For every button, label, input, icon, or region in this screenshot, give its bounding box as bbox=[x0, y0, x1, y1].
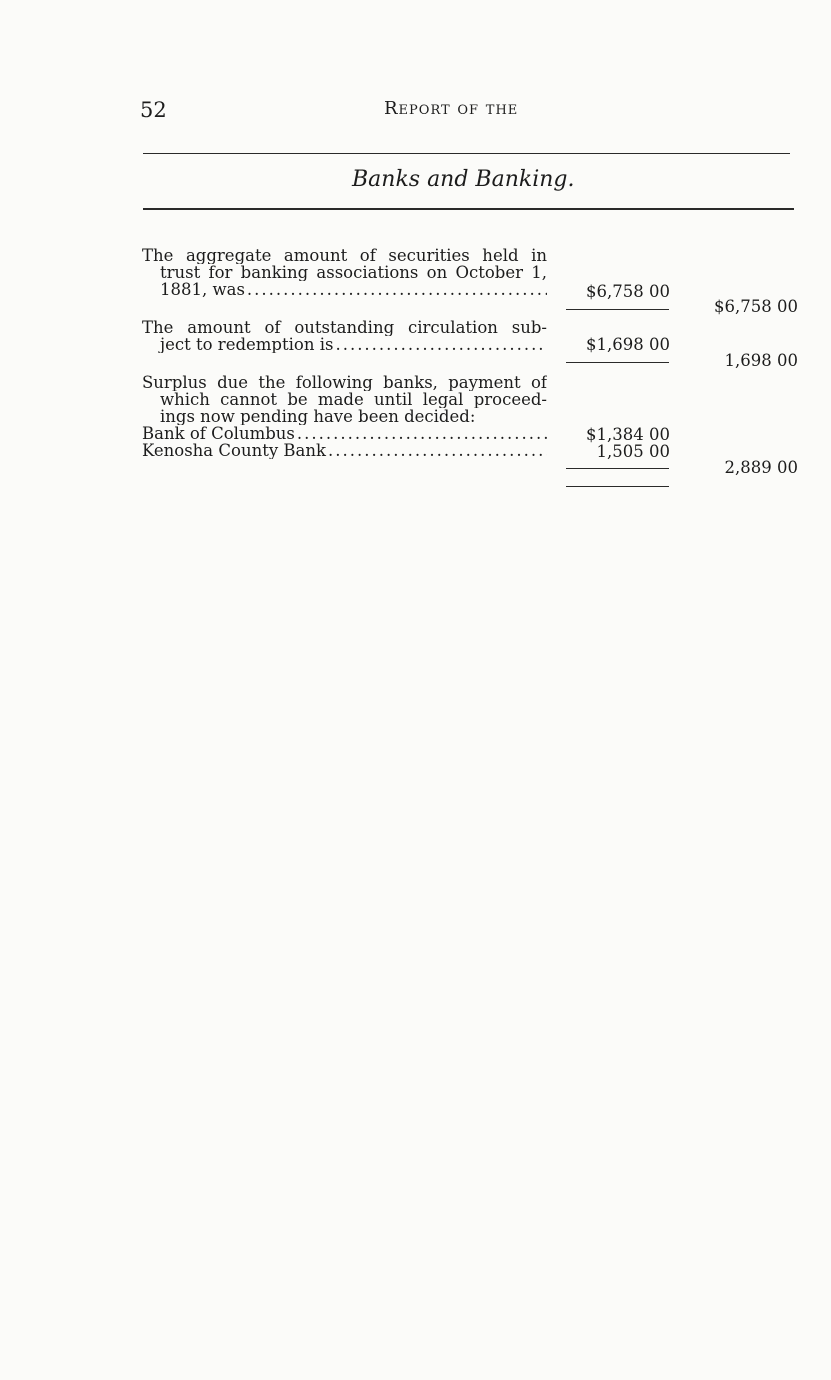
dot-leader bbox=[297, 425, 547, 442]
header-rule-bottom bbox=[143, 208, 794, 210]
entry-total: $6,758 00 bbox=[714, 297, 798, 316]
entry-circulation bbox=[142, 319, 547, 353]
bank-name: Bank of Columbus bbox=[142, 425, 295, 442]
page-number: 52 bbox=[140, 98, 167, 122]
dot-leader bbox=[247, 281, 547, 298]
entry-amount: $1,698 00 bbox=[586, 335, 670, 354]
closing-rule bbox=[566, 486, 669, 487]
entry-line: 1881, was bbox=[160, 281, 245, 298]
bank-item bbox=[142, 442, 547, 459]
entry-line: ings now pending have been decided: bbox=[160, 408, 476, 425]
dot-leader bbox=[335, 336, 547, 353]
entry-total: 1,698 00 bbox=[724, 351, 798, 370]
header-rule-top bbox=[143, 153, 790, 154]
entry-line: which cannot be made until legal proceed- bbox=[160, 391, 547, 408]
bank-item bbox=[142, 425, 547, 442]
bank-name: Kenosha County Bank bbox=[142, 442, 326, 459]
section-title: Banks and Banking. bbox=[352, 167, 575, 192]
entry-total: 2,889 00 bbox=[724, 458, 798, 477]
bank-amount: $1,384 00 bbox=[586, 425, 670, 444]
dot-leader bbox=[328, 442, 547, 459]
entry-line: ject to redemption is bbox=[160, 336, 334, 353]
entry-line-leader bbox=[142, 281, 547, 298]
sum-rule bbox=[566, 362, 669, 363]
entry-surplus bbox=[142, 374, 547, 459]
running-head: Report of the bbox=[384, 98, 519, 119]
entry-amount: $6,758 00 bbox=[586, 282, 670, 301]
entry-securities bbox=[142, 247, 547, 298]
entry-line-leader bbox=[142, 336, 547, 353]
entry-line: The amount of outstanding circulation sub- bbox=[142, 319, 547, 336]
entry-line: trust for banking associations on October 1, bbox=[160, 264, 547, 281]
bank-amount: 1,505 00 bbox=[596, 442, 670, 461]
sum-rule bbox=[566, 468, 669, 469]
entry-line: Surplus due the following banks, payment of bbox=[142, 374, 547, 391]
entry-line: The aggregate amount of securities held in bbox=[142, 247, 547, 264]
sum-rule bbox=[566, 309, 669, 310]
